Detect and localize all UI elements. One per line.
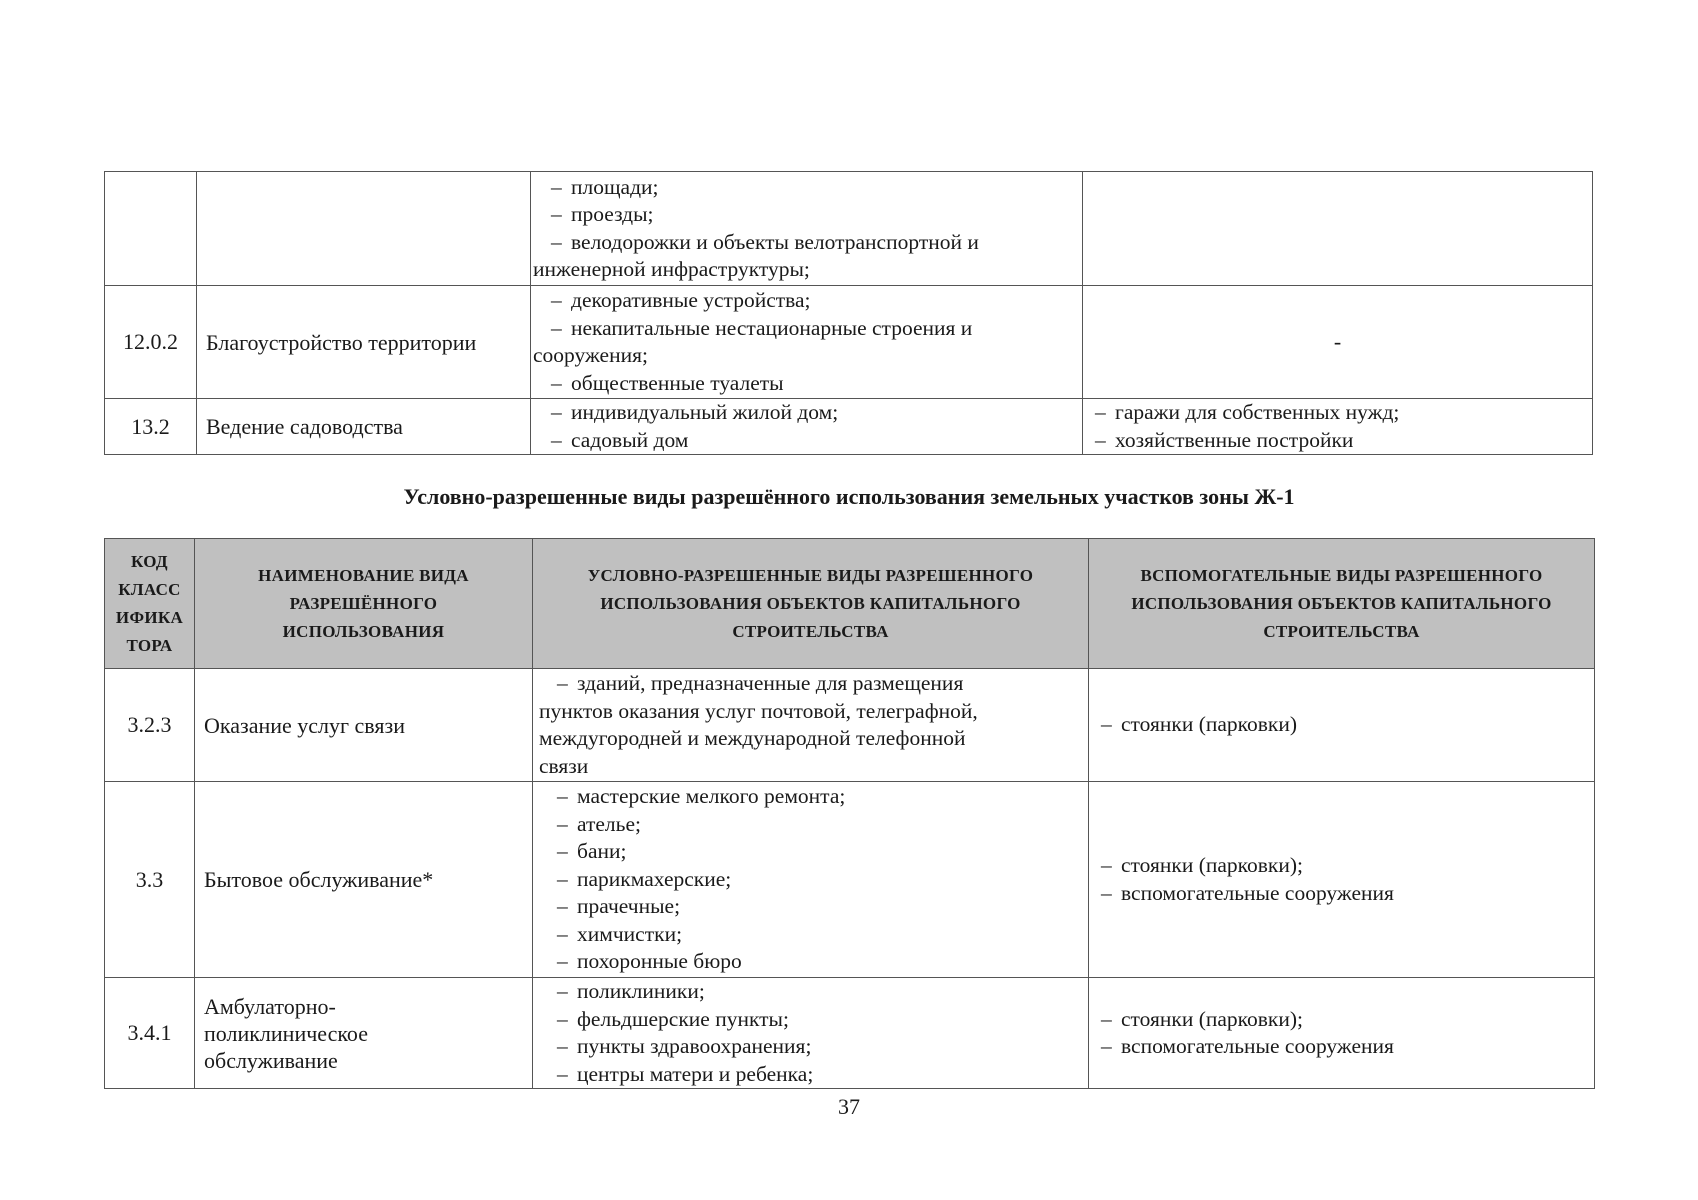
aux-cell (1089, 782, 1595, 978)
list-item-continuation: сооружения; (533, 343, 648, 367)
list-item: – декоративные устройства; (551, 288, 811, 312)
list-item: – общественные туалеты (551, 370, 784, 395)
list-item: – поликлиники; (557, 979, 705, 1003)
code-cell: 3.2.3 (105, 669, 195, 782)
table-row (105, 978, 1595, 1089)
table-row (105, 286, 1593, 399)
aux-cell (1083, 399, 1593, 455)
name-cell: Благоустройство территории (197, 286, 531, 399)
list-item: – вспомогательные сооружения (1101, 1034, 1394, 1058)
list-item: – индивидуальный жилой дом; (551, 400, 839, 424)
aux-cell: - (1083, 286, 1593, 399)
code-cell: 3.4.1 (105, 978, 195, 1089)
list-item: – мастерские мелкого ремонта; (557, 784, 846, 809)
aux-cell (1089, 978, 1595, 1089)
list-item: – стоянки (парковки); (1101, 853, 1304, 877)
conditional-uses-table (104, 538, 1595, 1089)
table-row (105, 172, 1593, 286)
items-cell (533, 782, 1089, 978)
list-item: – стоянки (парковки) (1101, 712, 1298, 737)
name-cell: Оказание услуг связи (195, 669, 533, 782)
aux-cell (1089, 669, 1595, 782)
items-cell (531, 399, 1083, 455)
list-item: – фельдшерские пункты; (557, 1006, 789, 1031)
header-name: НАИМЕНОВАНИЕ ВИДА РАЗРЕШЁННОГО ИСПОЛЬЗОВАНИЯ (195, 539, 533, 669)
list-item: – похоронные бюро (557, 949, 742, 974)
header-code: КОД КЛАСС ИФИКА ТОРА (105, 539, 195, 669)
list-item: – прачечные; (557, 894, 681, 919)
table-row (105, 399, 1593, 455)
list-item-continuation: междугородней и международной телефонной (539, 726, 966, 750)
list-item: – велодорожки и объекты велотранспортной и (551, 229, 979, 254)
section-title: Условно-разрешенные виды разрешённого использования земельных участков зоны Ж-1 (403, 484, 1295, 509)
list-item: – центры матери и ребенка; (557, 1061, 814, 1086)
table-header-row (105, 539, 1595, 669)
list-item: – зданий, предназначенные для размещения (557, 671, 964, 695)
table-row (105, 669, 1595, 782)
name-cell: Бытовое обслуживание* (195, 782, 533, 978)
items-cell (531, 172, 1083, 286)
list-item: – площади; (551, 174, 659, 199)
header-auxiliary: ВСПОМОГАТЕЛЬНЫЕ ВИДЫ РАЗРЕШЕННОГО ИСПОЛЬЗОВАНИЯ ОБЪЕКТОВ КАПИТАЛЬНОГО СТРОИТЕЛЬСТВА (1089, 539, 1595, 669)
list-item: – бани; (557, 839, 627, 864)
items-cell (533, 669, 1089, 782)
list-item-continuation: инженерной инфраструктуры; (533, 257, 810, 281)
list-item: – химчистки; (557, 921, 683, 946)
code-cell: 3.3 (105, 782, 195, 978)
continuation-table (104, 171, 1593, 455)
list-item: – вспомогательные сооружения (1101, 880, 1394, 905)
list-item-continuation: связи (539, 753, 589, 778)
table-row (105, 782, 1595, 978)
code-cell: 12.0.2 (105, 286, 197, 399)
list-item: – стоянки (парковки); (1101, 1006, 1304, 1031)
items-cell (533, 978, 1089, 1089)
code-cell (105, 172, 197, 286)
name-cell: Ведение садоводства (197, 399, 531, 455)
name-cell: Амбулаторно- поликлиническое обслуживание (195, 978, 533, 1089)
list-item: – ателье; (557, 811, 641, 836)
list-item: – парикмахерские; (557, 866, 732, 891)
name-cell (197, 172, 531, 286)
list-item: – хозяйственные постройки (1095, 427, 1354, 452)
items-cell (531, 286, 1083, 399)
list-item: – пункты здравоохранения; (557, 1034, 812, 1058)
list-item: – проезды; (551, 202, 654, 226)
list-item: – гаражи для собственных нужд; (1095, 400, 1400, 424)
code-cell: 13.2 (105, 399, 197, 455)
list-item: – садовый дом (551, 427, 689, 452)
header-conditional: УСЛОВНО-РАЗРЕШЕННЫЕ ВИДЫ РАЗРЕШЕННОГО ИСПОЛЬЗОВАНИЯ ОБЪЕКТОВ КАПИТАЛЬНОГО СТРОИТЕЛЬСТВА (533, 539, 1089, 669)
list-item: – некапитальные нестационарные строения и (551, 315, 973, 340)
aux-cell (1083, 172, 1593, 286)
page-number: 37 (838, 1094, 860, 1119)
list-item-continuation: пунктов оказания услуг почтовой, телеграфной, (539, 698, 978, 723)
